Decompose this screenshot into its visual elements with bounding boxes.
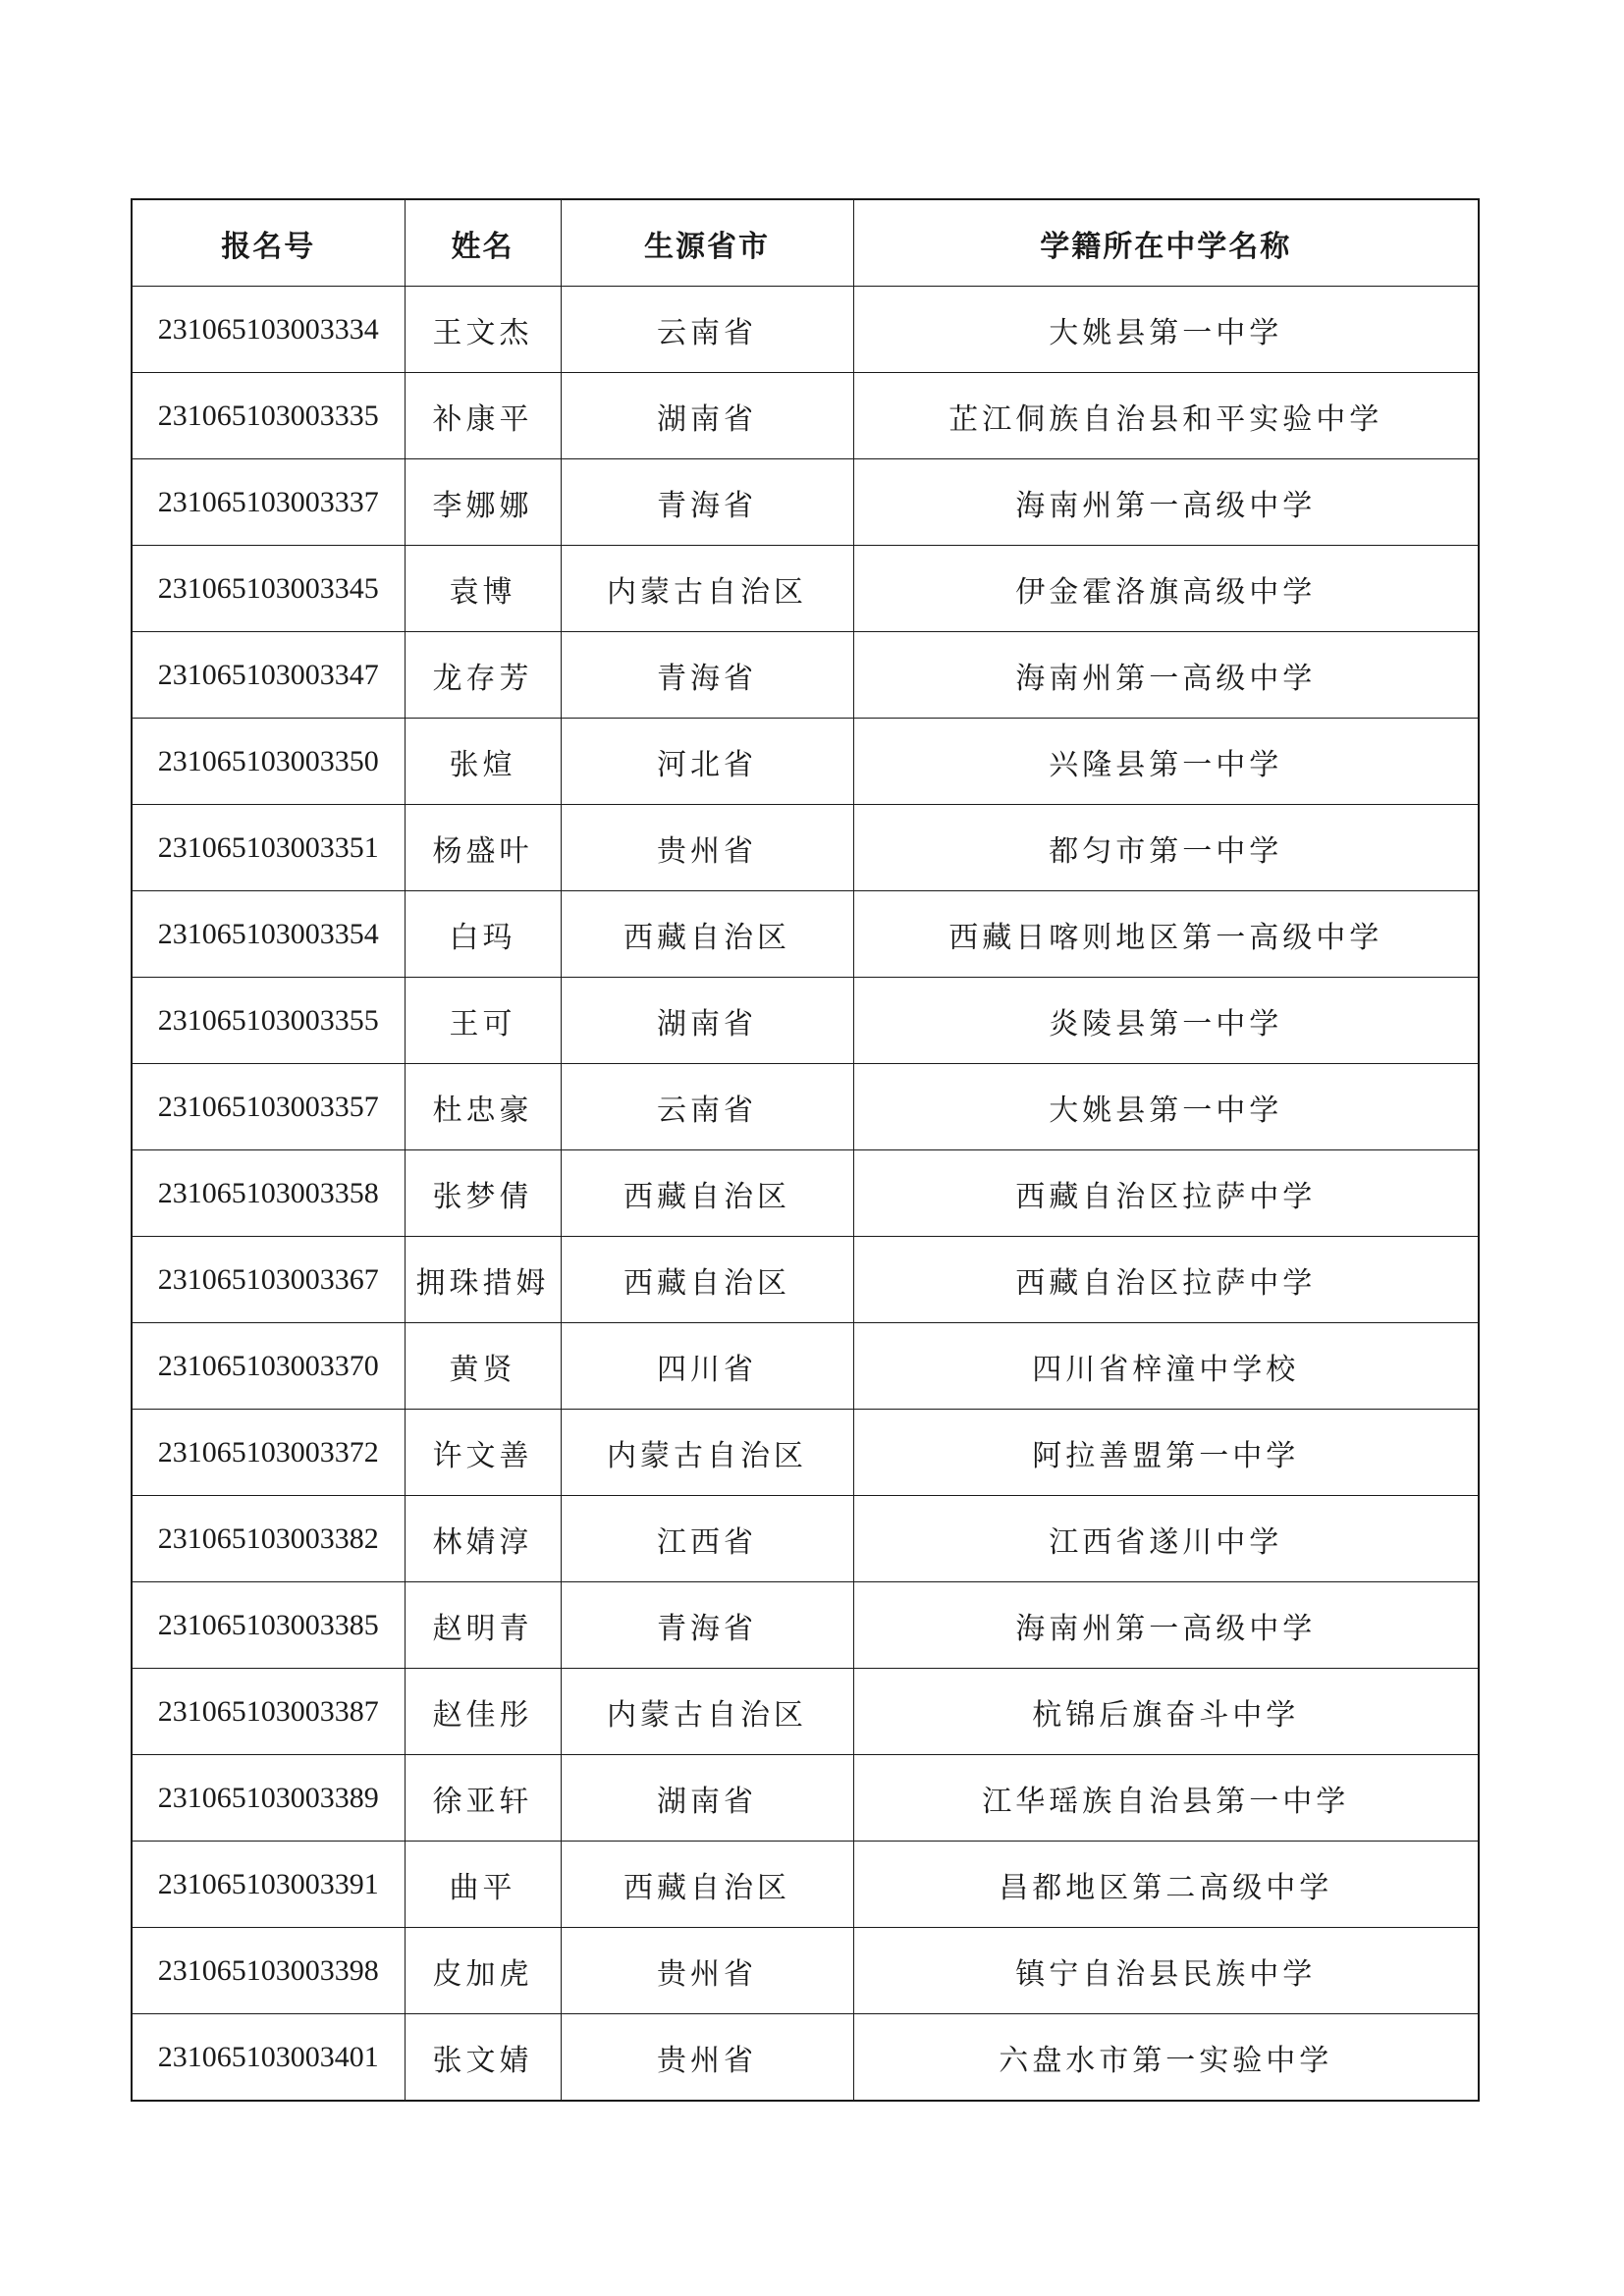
cell-name: 徐亚轩 [405,1755,561,1842]
cell-school: 江华瑶族自治县第一中学 [853,1755,1479,1842]
table-row [132,891,1479,978]
table-row [132,632,1479,719]
cell-school: 伊金霍洛旗高级中学 [853,546,1479,632]
cell-reg-no: 231065103003385 [132,1582,405,1669]
cell-province: 湖南省 [561,1755,853,1842]
cell-name: 拥珠措姆 [405,1237,561,1323]
cell-school: 江西省遂川中学 [853,1496,1479,1582]
cell-province: 西藏自治区 [561,1150,853,1237]
cell-reg-no: 231065103003345 [132,546,405,632]
cell-name: 杨盛叶 [405,805,561,891]
admission-roster-table [131,198,1480,2102]
cell-name: 补康平 [405,373,561,459]
table-row [132,287,1479,373]
cell-province: 内蒙古自治区 [561,1669,853,1755]
table-row [132,1842,1479,1928]
cell-name: 曲平 [405,1842,561,1928]
cell-school: 西藏日喀则地区第一高级中学 [853,891,1479,978]
cell-name: 李娜娜 [405,459,561,546]
table-body [132,287,1479,2102]
table-row [132,1755,1479,1842]
cell-reg-no: 231065103003354 [132,891,405,978]
cell-school: 兴隆县第一中学 [853,719,1479,805]
cell-province: 江西省 [561,1496,853,1582]
cell-name: 张文婧 [405,2014,561,2102]
cell-name: 王文杰 [405,287,561,373]
cell-school: 炎陵县第一中学 [853,978,1479,1064]
cell-reg-no: 231065103003391 [132,1842,405,1928]
cell-reg-no: 231065103003358 [132,1150,405,1237]
cell-school: 镇宁自治县民族中学 [853,1928,1479,2014]
header-row [132,199,1479,287]
cell-province: 云南省 [561,287,853,373]
cell-province: 西藏自治区 [561,1842,853,1928]
table-row [132,719,1479,805]
cell-name: 龙存芳 [405,632,561,719]
cell-name: 王可 [405,978,561,1064]
cell-province: 贵州省 [561,805,853,891]
cell-name: 张梦倩 [405,1150,561,1237]
cell-reg-no: 231065103003367 [132,1237,405,1323]
cell-school: 杭锦后旗奋斗中学 [853,1669,1479,1755]
cell-school: 芷江侗族自治县和平实验中学 [853,373,1479,459]
cell-reg-no: 231065103003370 [132,1323,405,1410]
cell-province: 西藏自治区 [561,1237,853,1323]
cell-province: 贵州省 [561,2014,853,2102]
cell-reg-no: 231065103003398 [132,1928,405,2014]
cell-province: 湖南省 [561,373,853,459]
cell-reg-no: 231065103003355 [132,978,405,1064]
cell-province: 青海省 [561,632,853,719]
cell-reg-no: 231065103003401 [132,2014,405,2102]
table-row [132,1669,1479,1755]
table-row [132,459,1479,546]
cell-name: 皮加虎 [405,1928,561,2014]
cell-name: 张煊 [405,719,561,805]
cell-school: 都匀市第一中学 [853,805,1479,891]
cell-reg-no: 231065103003389 [132,1755,405,1842]
cell-reg-no: 231065103003335 [132,373,405,459]
cell-province: 湖南省 [561,978,853,1064]
cell-name: 黄贤 [405,1323,561,1410]
cell-reg-no: 231065103003372 [132,1410,405,1496]
cell-school: 西藏自治区拉萨中学 [853,1150,1479,1237]
table-row [132,2014,1479,2102]
cell-province: 四川省 [561,1323,853,1410]
cell-school: 昌都地区第二高级中学 [853,1842,1479,1928]
cell-reg-no: 231065103003357 [132,1064,405,1150]
cell-reg-no: 231065103003351 [132,805,405,891]
cell-name: 杜忠豪 [405,1064,561,1150]
cell-reg-no: 231065103003337 [132,459,405,546]
cell-name: 赵佳彤 [405,1669,561,1755]
table-row [132,1064,1479,1150]
cell-reg-no: 231065103003387 [132,1669,405,1755]
cell-name: 林婧淳 [405,1496,561,1582]
cell-school: 四川省梓潼中学校 [853,1323,1479,1410]
cell-reg-no: 231065103003350 [132,719,405,805]
cell-province: 内蒙古自治区 [561,546,853,632]
cell-province: 河北省 [561,719,853,805]
table-row [132,1237,1479,1323]
table-row [132,1150,1479,1237]
cell-reg-no: 231065103003347 [132,632,405,719]
cell-name: 袁博 [405,546,561,632]
cell-province: 青海省 [561,1582,853,1669]
cell-name: 白玛 [405,891,561,978]
table-row [132,805,1479,891]
header-reg-no: 报名号 [132,199,405,287]
cell-province: 内蒙古自治区 [561,1410,853,1496]
cell-province: 贵州省 [561,1928,853,2014]
table-row [132,1582,1479,1669]
table-row [132,1323,1479,1410]
cell-reg-no: 231065103003334 [132,287,405,373]
cell-name: 赵明青 [405,1582,561,1669]
table-row [132,546,1479,632]
cell-province: 青海省 [561,459,853,546]
cell-school: 海南州第一高级中学 [853,632,1479,719]
table-header [132,199,1479,287]
table-row [132,1496,1479,1582]
table-row [132,978,1479,1064]
cell-school: 大姚县第一中学 [853,1064,1479,1150]
cell-province: 云南省 [561,1064,853,1150]
table-row [132,1928,1479,2014]
header-school: 学籍所在中学名称 [853,199,1479,287]
cell-school: 阿拉善盟第一中学 [853,1410,1479,1496]
cell-province: 西藏自治区 [561,891,853,978]
cell-school: 西藏自治区拉萨中学 [853,1237,1479,1323]
cell-school: 大姚县第一中学 [853,287,1479,373]
header-province: 生源省市 [561,199,853,287]
cell-name: 许文善 [405,1410,561,1496]
cell-reg-no: 231065103003382 [132,1496,405,1582]
cell-school: 海南州第一高级中学 [853,459,1479,546]
header-name: 姓名 [405,199,561,287]
cell-school: 海南州第一高级中学 [853,1582,1479,1669]
cell-school: 六盘水市第一实验中学 [853,2014,1479,2102]
table-row [132,373,1479,459]
table-row [132,1410,1479,1496]
